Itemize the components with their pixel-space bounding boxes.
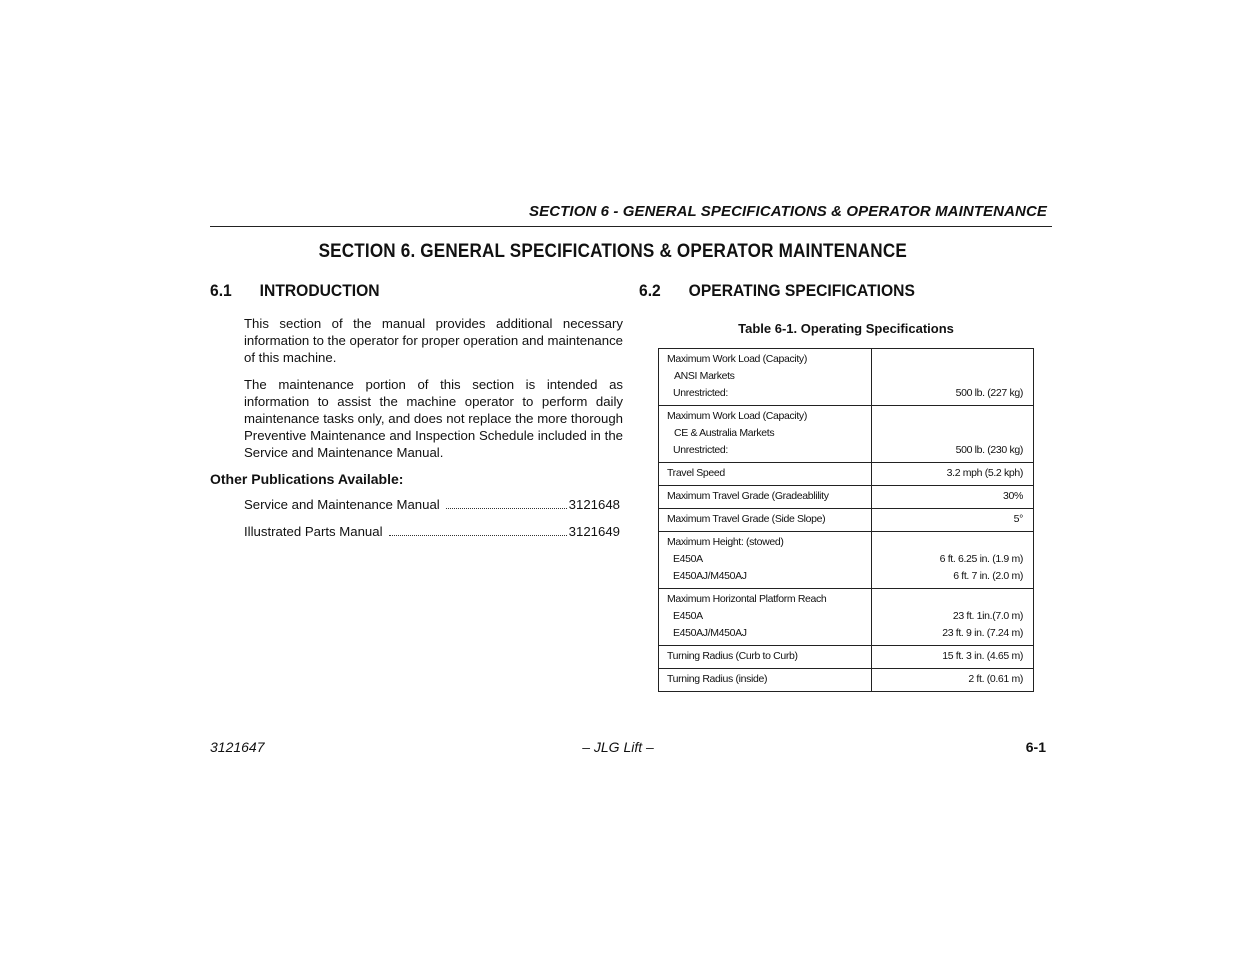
spec-label: Maximum Work Load (Capacity)	[667, 353, 807, 365]
spec-label: E450A	[673, 553, 703, 565]
footer-doc-number: 3121647	[210, 739, 265, 755]
intro-heading-number: 6.1	[210, 281, 232, 300]
spec-value: 500 lb. (227 kg)	[955, 387, 1023, 399]
spec-label-cell	[659, 646, 872, 669]
intro-heading	[210, 281, 380, 301]
table-row	[659, 646, 1034, 669]
spec-label-cell	[659, 406, 872, 463]
spec-label-cell	[659, 509, 872, 532]
operating-heading-number: 6.2	[639, 281, 661, 300]
table-row	[659, 509, 1034, 532]
table-row	[659, 532, 1034, 589]
spec-label: E450AJ/M450AJ	[673, 570, 747, 582]
spec-value: 3.2 mph (5.2 kph)	[946, 467, 1023, 479]
operating-heading-text: OPERATING SPECIFICATIONS	[688, 281, 915, 300]
spec-value: 15 ft. 3 in. (4.65 m)	[942, 650, 1023, 662]
spec-value-cell	[872, 589, 1034, 646]
publication-title: Illustrated Parts Manual	[244, 524, 383, 539]
spec-label: ANSI Markets	[674, 370, 735, 382]
spec-label: Maximum Height: (stowed)	[667, 536, 784, 548]
spec-value: 23 ft. 1in.(7.0 m)	[952, 610, 1023, 622]
spec-value: 500 lb. (230 kg)	[955, 444, 1023, 456]
intro-paragraph-2: The maintenance portion of this section is intended as information to assist the machine operator to perform daily maintenance tasks only, and does not replace the more thorough Preventive Maintenance and Inspection Schedule included in the Service and Maintenance Manual.	[244, 377, 623, 460]
spec-value-cell	[872, 486, 1034, 509]
spec-value-cell	[872, 669, 1034, 692]
specifications-table	[658, 348, 1034, 692]
spec-value: 30%	[1003, 490, 1023, 502]
spec-label-cell	[659, 463, 872, 486]
spec-value-cell	[872, 349, 1034, 406]
spec-label-cell	[659, 532, 872, 589]
spec-value-cell	[872, 509, 1034, 532]
spec-label-cell	[659, 669, 872, 692]
header-rule	[210, 226, 1052, 227]
footer-page-number: 6-1	[1025, 739, 1046, 755]
publication-item	[244, 524, 620, 539]
section-title: SECTION 6. GENERAL SPECIFICATIONS & OPERATOR MAINTENANCE	[318, 241, 907, 262]
spec-label: Unrestricted:	[673, 387, 728, 399]
leader-dots	[446, 508, 567, 509]
table-row	[659, 406, 1034, 463]
spec-value: 6 ft. 6.25 in. (1.9 m)	[939, 553, 1023, 565]
spec-value: 2 ft. (0.61 m)	[968, 673, 1023, 685]
running-header: SECTION 6 - GENERAL SPECIFICATIONS & OPERATOR MAINTENANCE	[529, 203, 1047, 220]
spec-label: E450AJ/M450AJ	[673, 627, 747, 639]
spec-value-cell	[872, 406, 1034, 463]
spec-label: Maximum Travel Grade (Gradeablility	[667, 490, 829, 502]
spec-value: 23 ft. 9 in. (7.24 m)	[942, 627, 1023, 639]
spec-label: CE & Australia Markets	[674, 427, 775, 439]
publications-heading: Other Publications Available:	[210, 471, 404, 487]
spec-value-cell	[872, 532, 1034, 589]
spec-value-cell	[872, 646, 1034, 669]
publication-number: 3121648	[568, 497, 620, 512]
spec-label: Maximum Work Load (Capacity)	[667, 410, 807, 422]
table-row	[659, 463, 1034, 486]
table-row	[659, 349, 1034, 406]
spec-value: 6 ft. 7 in. (2.0 m)	[953, 570, 1023, 582]
spec-label: Turning Radius (Curb to Curb)	[667, 650, 798, 662]
spec-value-cell	[872, 463, 1034, 486]
table-caption: Table 6-1. Operating Specifications	[738, 321, 954, 336]
table-row	[659, 669, 1034, 692]
spec-value: 5°	[1013, 513, 1023, 525]
publication-item	[244, 497, 620, 512]
spec-label: Turning Radius (inside)	[667, 673, 768, 685]
spec-label: Maximum Travel Grade (Side Slope)	[667, 513, 826, 525]
intro-paragraph-1: This section of the manual provides additional necessary information to the operator for proper operation and maintenance of this machine.	[244, 316, 624, 365]
leader-dots	[389, 535, 567, 536]
spec-label: E450A	[673, 610, 703, 622]
table-row	[659, 486, 1034, 509]
publication-title: Service and Maintenance Manual	[244, 497, 440, 512]
table-row	[659, 589, 1034, 646]
footer-center: – JLG Lift –	[582, 739, 654, 755]
spec-label-cell	[659, 349, 872, 406]
spec-label: Travel Speed	[667, 467, 725, 479]
operating-heading	[639, 281, 915, 301]
publication-number: 3121649	[568, 524, 620, 539]
intro-heading-text: INTRODUCTION	[259, 281, 380, 300]
spec-label-cell	[659, 589, 872, 646]
spec-label-cell	[659, 486, 872, 509]
spec-label: Unrestricted:	[673, 444, 728, 456]
spec-label: Maximum Horizontal Platform Reach	[667, 593, 827, 605]
